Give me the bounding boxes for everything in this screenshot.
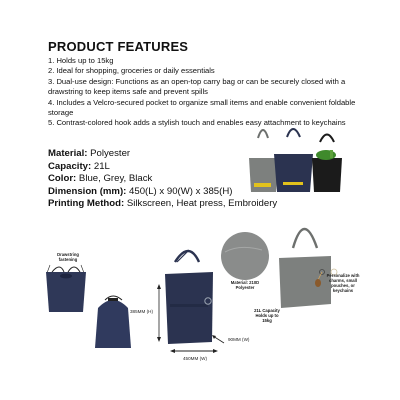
main-tote-illustration [157, 250, 224, 353]
spec-printing: Printing Method: Silkscreen, Heat press, Embroidery [48, 198, 278, 210]
page-title: PRODUCT FEATURES [48, 39, 189, 54]
spec-material: Material: Polyester [48, 148, 131, 159]
spec-capacity: Capacity: 21L [48, 160, 110, 172]
feature-item: 3. Dual-use design: Functions as an open-top carry bag or can be securely closed with a drawstring to keep items safe and prevent spills [48, 76, 346, 97]
drawstring-bag-illustration [46, 265, 86, 312]
material-swatch [221, 232, 269, 280]
feature-item: 5. Contrast-colored hook adds a stylish touch and enables easy attachment to keychains [48, 118, 346, 128]
feature-item: 2. Ideal for shopping, groceries or daily essentials [48, 66, 215, 76]
length-dimension-label: 450MM (W) [183, 356, 207, 361]
width-dimension-label: 90MM (W) [228, 337, 250, 342]
feature-item: 4. Includes a Velcro-secured pocket to organize small items and enable convenient foldable storage [48, 97, 356, 118]
capacity-annotation: 21L Capacity Holds up to 15kg [254, 308, 280, 323]
height-dimension-label: 385MM (H) [130, 309, 153, 314]
material-annotation: Material: 210D Polyester [230, 280, 260, 290]
spec-dimension: Dimension (mm): 450(L) x 90(W) x 385(H) [48, 185, 233, 197]
grey-tote-illustration [279, 229, 337, 308]
drawstring-annotation: Drawstring fastening [57, 252, 79, 262]
closed-bag-illustration [95, 296, 131, 348]
personalize-annotation: Personalize with charms, small pouches, or keychains [326, 273, 360, 293]
feature-item: 1. Holds up to 15kg [48, 56, 114, 65]
spec-color: Color: Blue, Grey, Black [48, 173, 153, 185]
bag-group-photo [249, 129, 342, 192]
